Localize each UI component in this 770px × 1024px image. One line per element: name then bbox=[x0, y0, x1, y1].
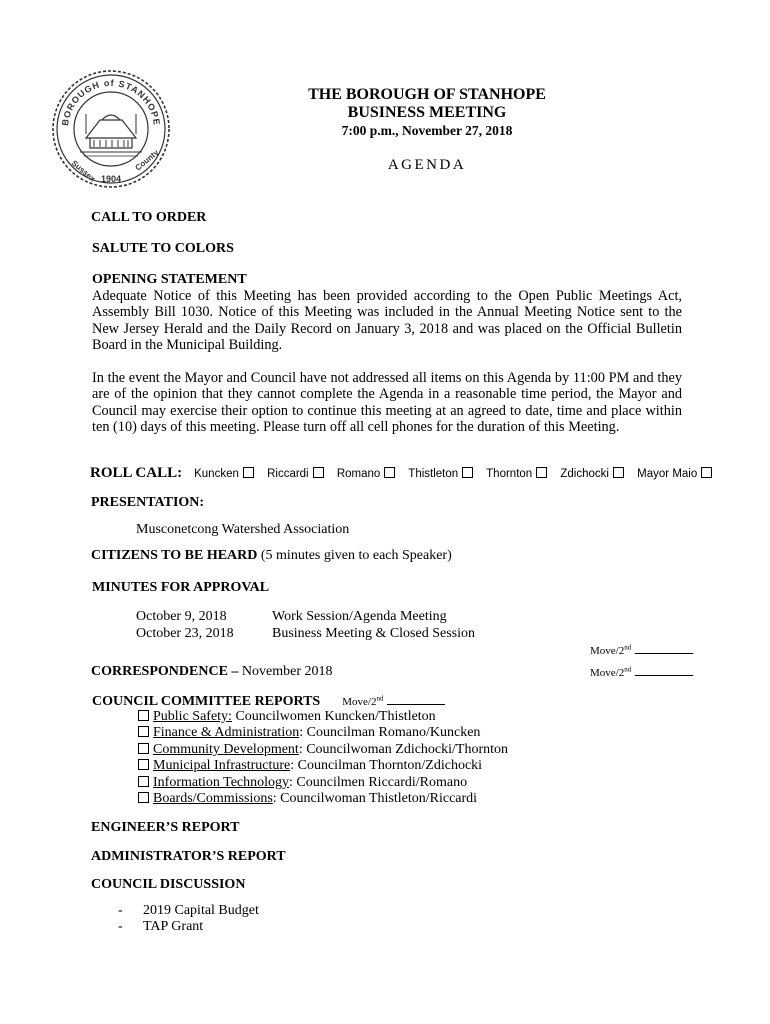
committee-heading-row bbox=[92, 692, 445, 710]
call-to-order-heading: CALL TO ORDER bbox=[91, 210, 207, 225]
minutes-move-second: Move/2nd bbox=[590, 643, 693, 657]
roll-call-romano[interactable]: Romano bbox=[337, 468, 399, 480]
committee-move-second: Move/2nd bbox=[342, 696, 445, 708]
administrator-report-heading: ADMINISTRATOR’S REPORT bbox=[91, 849, 286, 864]
citizens-row bbox=[91, 548, 452, 564]
checkbox-icon[interactable] bbox=[138, 710, 149, 721]
checkbox-icon bbox=[243, 467, 254, 478]
roll-call-mayor-maio[interactable]: Mayor Maio bbox=[637, 468, 716, 480]
minutes-heading: MINUTES FOR APPROVAL bbox=[92, 580, 270, 595]
council-discussion-heading: COUNCIL DISCUSSION bbox=[91, 877, 246, 892]
meeting-datetime: 7:00 p.m., November 27, 2018 bbox=[341, 123, 513, 138]
minutes-desc: Work Session/Agenda Meeting bbox=[272, 609, 447, 624]
roll-call-thornton[interactable]: Thornton bbox=[486, 468, 551, 480]
roll-call-thistleton[interactable]: Thistleton bbox=[408, 468, 477, 480]
minutes-desc: Business Meeting & Closed Session bbox=[272, 626, 476, 641]
minutes-row bbox=[136, 626, 475, 642]
engineer-report-heading: ENGINEER’S REPORT bbox=[91, 820, 240, 835]
checkbox-icon bbox=[613, 467, 624, 478]
signature-line[interactable] bbox=[387, 694, 445, 705]
committee-item: Finance & Administration: Councilman Romano/Kuncken bbox=[138, 725, 508, 741]
roll-call-label: ROLL CALL: bbox=[90, 465, 183, 481]
checkbox-icon[interactable] bbox=[138, 776, 149, 787]
citizens-heading: CITIZENS TO BE HEARD bbox=[91, 548, 258, 563]
page-title bbox=[0, 86, 770, 139]
committee-item: Community Development: Councilwoman Zdichocki/Thornton bbox=[138, 742, 508, 758]
committee-item: Information Technology: Councilmen Riccardi/Romano bbox=[138, 775, 508, 791]
title-line-2: BUSINESS MEETING bbox=[347, 104, 507, 121]
opening-paragraph-1: Adequate Notice of this Meeting has been provided according to the Open Public Meetings Act, Assembly Bill 1030. Notice of this Meeting was included in the Annual Meeting Notice sent to the New Jersey Herald and the Daily Record on January 3, 2018 and was placed on the Official Bulletin Board in the Municipal Building. bbox=[92, 288, 682, 354]
svg-text:County: County bbox=[133, 147, 161, 173]
opening-statement-heading: OPENING STATEMENT bbox=[92, 272, 247, 287]
agenda-heading: AGENDA bbox=[387, 157, 467, 173]
committee-list bbox=[138, 709, 508, 807]
title-line-1: THE BOROUGH OF STANHOPE bbox=[308, 86, 546, 103]
list-item: - TAP Grant bbox=[118, 919, 204, 935]
checkbox-icon[interactable] bbox=[138, 792, 149, 803]
committee-heading: COUNCIL COMMITTEE REPORTS bbox=[92, 694, 321, 709]
committee-item: Public Safety: Councilwomen Kuncken/Thistleton bbox=[138, 709, 508, 725]
checkbox-icon bbox=[701, 467, 712, 478]
checkbox-icon[interactable] bbox=[138, 726, 149, 737]
minutes-date: October 9, 2018 bbox=[136, 609, 227, 624]
discussion-list bbox=[118, 903, 259, 936]
svg-text:Sussex: Sussex bbox=[69, 158, 97, 184]
roll-call-kuncken[interactable]: Kuncken bbox=[194, 468, 258, 480]
committee-item: Municipal Infrastructure: Councilman Thornton/Zdichocki bbox=[138, 758, 508, 774]
svg-text:1904: 1904 bbox=[100, 174, 122, 184]
correspondence-heading: CORRESPONDENCE – bbox=[91, 664, 239, 679]
checkbox-icon bbox=[462, 467, 473, 478]
committee-item: Boards/Commissions: Councilwoman Thistleton/Riccardi bbox=[138, 791, 508, 807]
presentation-heading: PRESENTATION: bbox=[91, 495, 205, 510]
citizens-note: (5 minutes given to each Speaker) bbox=[260, 548, 452, 563]
roll-call-zdichocki[interactable]: Zdichocki bbox=[560, 468, 628, 480]
correspondence-move-second: Move/2nd bbox=[590, 665, 693, 679]
presentation-item: Musconetcong Watershed Association bbox=[136, 522, 350, 537]
checkbox-icon bbox=[313, 467, 324, 478]
correspondence-row bbox=[91, 664, 333, 680]
checkbox-icon[interactable] bbox=[138, 759, 149, 770]
checkbox-icon bbox=[384, 467, 395, 478]
list-item: - 2019 Capital Budget bbox=[118, 903, 259, 918]
signature-line[interactable] bbox=[635, 643, 693, 654]
salute-heading: SALUTE TO COLORS bbox=[92, 241, 234, 256]
signature-line[interactable] bbox=[635, 665, 693, 676]
opening-paragraph-2: In the event the Mayor and Council have not addressed all items on this Agenda by 11:00 PM and they are of the opinion that they cannot complete the Agenda in a reasonable time period, the Mayor and Council may exercise their option to continue this meeting at an agreed to date, time and place within ten (10) days of this meeting. Please turn off all cell phones for the duration of this Meeting. bbox=[92, 370, 682, 436]
roll-call-row bbox=[90, 464, 716, 482]
correspondence-text: November 2018 bbox=[241, 664, 333, 679]
roll-call-riccardi[interactable]: Riccardi bbox=[267, 468, 328, 480]
checkbox-icon[interactable] bbox=[138, 743, 149, 754]
minutes-date: October 23, 2018 bbox=[136, 626, 234, 641]
checkbox-icon bbox=[536, 467, 547, 478]
svg-text:BOROUGH of STANHOPE: BOROUGH of STANHOPE bbox=[60, 77, 162, 127]
minutes-row bbox=[136, 609, 447, 625]
